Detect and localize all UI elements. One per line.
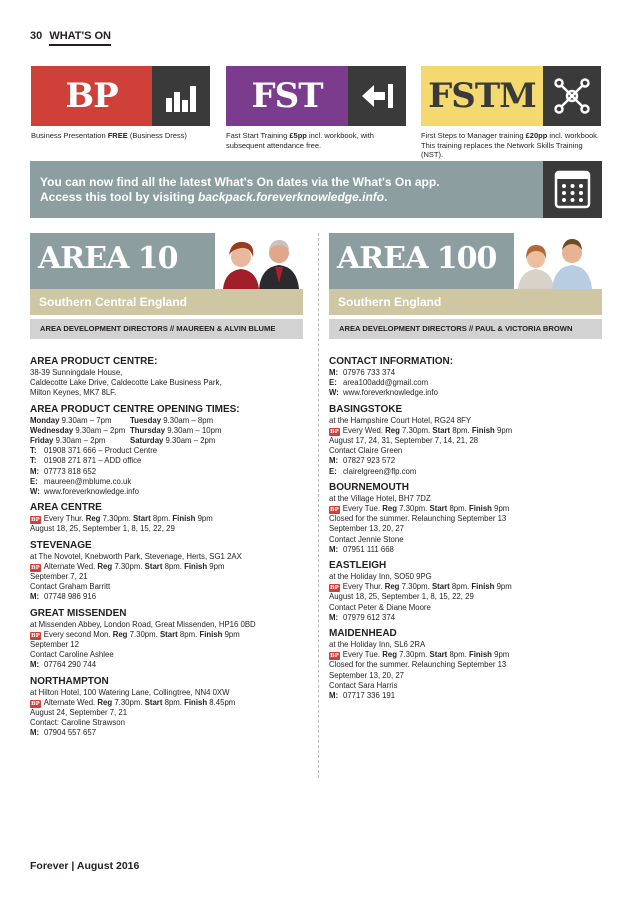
contact-line: M: 07904 557 657 (30, 728, 97, 738)
event-contact: Contact Claire Green (329, 446, 403, 456)
contact-line: E: maureen@mblume.co.uk (30, 476, 132, 486)
fst-caption: Fast Start Training £5pp incl. workbook, with subsequent attendance free. (226, 131, 374, 150)
arrow-left-icon (348, 66, 406, 126)
contact-line: M: 07764 290 744 (30, 660, 97, 670)
bp-label: BP (31, 66, 152, 126)
product-centre-heading: AREA PRODUCT CENTRE: (30, 356, 158, 367)
event-dates: September 13, 20, 27 (329, 670, 404, 680)
email-link[interactable]: clairelgreen@flp.com (343, 466, 417, 476)
contact-line: M: 07979 612 374 (329, 612, 396, 622)
hours-row: Wednesday 9.30am – 2pm Thursday 9.30am – 10pm (30, 425, 222, 435)
contact-line: T: 01908 271 871 – ADD office (30, 456, 142, 466)
email-link[interactable]: maureen@mblume.co.uk (44, 476, 132, 486)
area-100-title-box (329, 233, 517, 289)
event-dates: August 17, 24, 31, September 7, 14, 21, 28 (329, 436, 479, 446)
bp-icon: BP (31, 700, 40, 707)
contact-line: E: area100add@gmail.com (329, 378, 429, 388)
event-schedule: BP Alternate Wed. Reg 7.30pm. Start 8pm. Finish 9pm (31, 561, 225, 571)
bp-icon: BP (330, 428, 339, 435)
event-schedule: BP Every second Mon. Reg 7.30pm. Start 8pm. Finish 9pm (31, 629, 240, 639)
event-dates: September 12 (30, 640, 79, 650)
event-title: EASTLEIGH (329, 560, 387, 572)
address-line: Caldecotte Lake Drive, Caldecotte Lake Business Park, (30, 378, 222, 388)
event-title: BASINGSTOKE (329, 403, 403, 415)
area-10-directors-bar (30, 319, 303, 339)
area-100-directors: AREA DEVELOPMENT DIRECTORS // PAUL & VICTORIA BROWN (339, 324, 573, 333)
event-schedule: BP Every Tue. Reg 7.30pm. Start 8pm. Finish 9pm (330, 504, 510, 514)
event-title: STEVENAGE (30, 539, 92, 551)
area-100-directors-photo (514, 233, 602, 289)
website-link[interactable]: www.foreverknowledge.info (44, 487, 139, 497)
network-icon (543, 66, 601, 126)
area-100-region-box (329, 289, 602, 315)
area-10-title-box (30, 233, 218, 289)
banner-link[interactable]: backpack.foreverknowledge.info (198, 190, 385, 204)
page-number: 30 (30, 30, 43, 42)
area-10-directors-photo (215, 233, 303, 289)
event-schedule: BP Every Wed. Reg 7.30pm. Start 8pm. Finish 9pm (330, 425, 513, 435)
event-dates: August 24, September 7, 21 (30, 708, 128, 718)
event-dates: August 18, 25, September 1, 8, 15, 22, 29 (30, 524, 175, 534)
contact-line: M: 07827 923 572 (329, 456, 396, 466)
event-note: Closed for the summer. Relaunching September 13 (329, 660, 507, 670)
contact-line: M: 07717 336 191 (329, 691, 396, 701)
banner-text: You can now find all the latest What's On dates via the What's On app. Access this tool by visiting backpack.foreverknowledge.info. (40, 175, 440, 204)
event-contact: Contact Graham Barritt (30, 582, 111, 592)
calendar-icon (543, 161, 602, 218)
page-footer: Forever | August 2016 (30, 860, 140, 872)
event-schedule: BP Every Thur. Reg 7.30pm. Start 8pm. Finish 9pm (31, 514, 213, 524)
event-title: NORTHAMPTON (30, 675, 109, 687)
fstm-caption: First Steps to Manager training £20pp incl. workbook. This training replaces the Network Skills Training (NST). (421, 131, 600, 159)
event-dates: August 18, 25, September 1, 8, 15, 22, 29 (329, 592, 474, 602)
fstm-label: FSTM (421, 66, 543, 126)
event-contact: Contact Caroline Ashlee (30, 650, 114, 660)
event-title: MAIDENHEAD (329, 628, 397, 640)
hours-row: Monday 9.30am – 7pm Tuesday 9.30am – 8pm (30, 415, 214, 425)
event-title: BOURNEMOUTH (329, 481, 409, 493)
contact-line: M: 07773 818 652 (30, 466, 97, 476)
contact-line: E: clairelgreen@flp.com (329, 466, 417, 476)
event-title: GREAT MISSENDEN (30, 607, 127, 619)
event-contact: Contact: Caroline Strawson (30, 718, 125, 728)
website-link[interactable]: www.foreverknowledge.info (343, 388, 438, 398)
area-10-region: Southern Central England (39, 295, 188, 309)
event-contact: Contact Sara Harris (329, 680, 398, 690)
area-100-directors-bar (329, 319, 602, 339)
fst-label: FST (226, 66, 348, 126)
bp-icon: BP (31, 564, 40, 571)
contact-heading: CONTACT INFORMATION: (329, 356, 454, 367)
area-10-title: AREA 10 (38, 241, 178, 276)
contact-line: W: www.foreverknowledge.info (30, 487, 139, 497)
bp-icon: BP (31, 632, 40, 639)
bp-badge (31, 66, 210, 126)
bar-chart-icon (152, 66, 210, 126)
event-venue: at the Hampshire Court Hotel, RG24 8FY (329, 415, 472, 425)
area-100-column (329, 356, 604, 701)
event-venue: at Hilton Hotel, 100 Watering Lane, Collingtree, NN4 0XW (30, 687, 230, 697)
app-banner (30, 161, 602, 218)
event-schedule: BP Every Tue. Reg 7.30pm. Start 8pm. Finish 9pm (330, 650, 510, 660)
contact-line: T: 01908 371 666 – Product Centre (30, 446, 158, 456)
event-schedule: BP Every Thur. Reg 7.30pm. Start 8pm. Finish 9pm (330, 582, 512, 592)
event-venue: at The Novotel, Knebworth Park, Stevenage, Herts, SG1 2AX (30, 551, 242, 561)
bp-icon: BP (330, 507, 339, 514)
fstm-badge (421, 66, 601, 126)
area-100-region: Southern England (338, 295, 442, 309)
bp-icon: BP (330, 585, 339, 592)
email-link[interactable]: area100add@gmail.com (343, 378, 429, 388)
event-venue: at the Village Hotel, BH7 7DZ (329, 493, 431, 503)
event-note: Closed for the summer. Relaunching September 13 (329, 514, 507, 524)
address-line: Milton Keynes, MK7 8LF. (30, 388, 117, 398)
contact-line: M: 07951 111 668 (329, 544, 394, 554)
event-schedule: BP Alternate Wed. Reg 7.30pm. Start 8pm. Finish 8.45pm (31, 697, 236, 707)
column-divider (318, 233, 319, 778)
event-venue: at the Holiday Inn, SL6 2RA (329, 640, 426, 650)
opening-times-heading: AREA PRODUCT CENTRE OPENING TIMES: (30, 403, 240, 415)
event-dates: September 13, 20, 27 (329, 524, 404, 534)
bp-caption: Business Presentation FREE (Business Dress) (31, 131, 187, 140)
bp-icon: BP (330, 653, 339, 660)
contact-line: M: 07976 733 374 (329, 368, 396, 377)
event-contact: Contact Jennie Stone (329, 534, 404, 544)
event-venue: at the Holiday Inn, SO50 9PG (329, 572, 432, 582)
area-100-title: AREA 100 (337, 241, 497, 276)
address-line: 38-39 Sunningdale House, (30, 368, 123, 377)
hours-row: Friday 9.30am – 2pm Saturday 9.30am – 2pm (30, 436, 216, 446)
page-header (30, 30, 111, 46)
contact-line: W: www.foreverknowledge.info (329, 388, 438, 398)
bp-icon: BP (31, 517, 40, 524)
area-10-region-box (30, 289, 303, 315)
event-contact: Contact Peter & Diane Moore (329, 602, 431, 612)
area-10-column (30, 356, 305, 739)
section-title: WHAT'S ON (49, 30, 111, 46)
fst-badge (226, 66, 406, 126)
area-10-directors: AREA DEVELOPMENT DIRECTORS // MAUREEN & ALVIN BLUME (40, 324, 276, 333)
event-title: AREA CENTRE (30, 502, 102, 514)
event-dates: September 7, 21 (30, 572, 88, 582)
contact-line: M: 07748 986 916 (30, 592, 97, 602)
event-venue: at Missenden Abbey, London Road, Great Missenden, HP16 0BD (30, 619, 256, 629)
